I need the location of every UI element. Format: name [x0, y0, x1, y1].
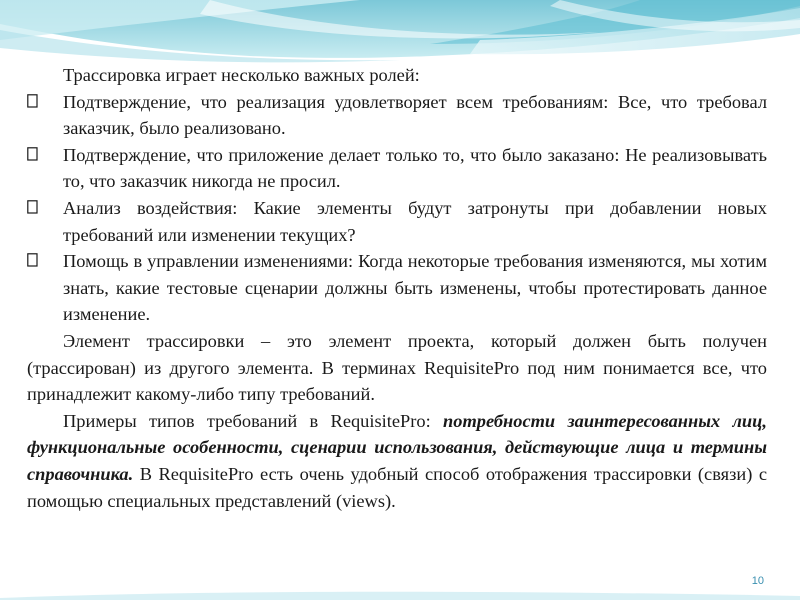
- trace-element-paragraph: Элемент трассировки – это элемент проекта, который должен быть получен (трассирован) из другого элемента. В терминах RequisitePro под ним понимается все, что принадлежит какому-либо типу требований.: [27, 330, 767, 405]
- intro-text: Трассировка играет несколько важных ролей:: [63, 65, 420, 85]
- page-number: 10: [751, 575, 764, 587]
- empty-square-bullet-icon: [27, 248, 41, 274]
- requirement-types-paragraph: [27, 408, 767, 514]
- requirement-types-emphasis: потребности заинтересованных лиц, функциональные особенности, сценарии использования, действующие лица и термины справочника.: [27, 410, 767, 484]
- slide-body: [27, 62, 767, 514]
- empty-square-bullet-icon: [27, 89, 41, 115]
- bullet-item: [27, 89, 767, 142]
- paragraph-text-end: В RequisitePro есть очень удобный способ отображения трассировки (связи) с помощью специальных представлений (views).: [27, 463, 767, 511]
- bullet-item: [27, 248, 767, 328]
- bullet-item: [27, 195, 767, 248]
- bullet-text: Подтверждение, что приложение делает только то, что было заказано: Не реализовывать то, что заказчик никогда не просил.: [63, 144, 767, 192]
- bullet-text: Анализ воздействия: Какие элементы будут затронуты при добавлении новых требований или изменении текущих?: [63, 197, 767, 245]
- empty-square-bullet-icon: [27, 142, 41, 168]
- bullet-text: Подтверждение, что реализация удовлетворяет всем требованиям: Все, что требовал заказчик, было реализовано.: [63, 91, 767, 139]
- paragraph-text-start: Примеры типов требований в RequisitePro:: [63, 410, 444, 431]
- bullet-text: Помощь в управлении изменениями: Когда некоторые требования изменяются, мы хотим знать, какие тестовые сценарии должны быть изменены, чтобы протестировать данное изменение.: [63, 251, 767, 325]
- empty-square-bullet-icon: [27, 195, 41, 221]
- bullet-item: [27, 142, 767, 195]
